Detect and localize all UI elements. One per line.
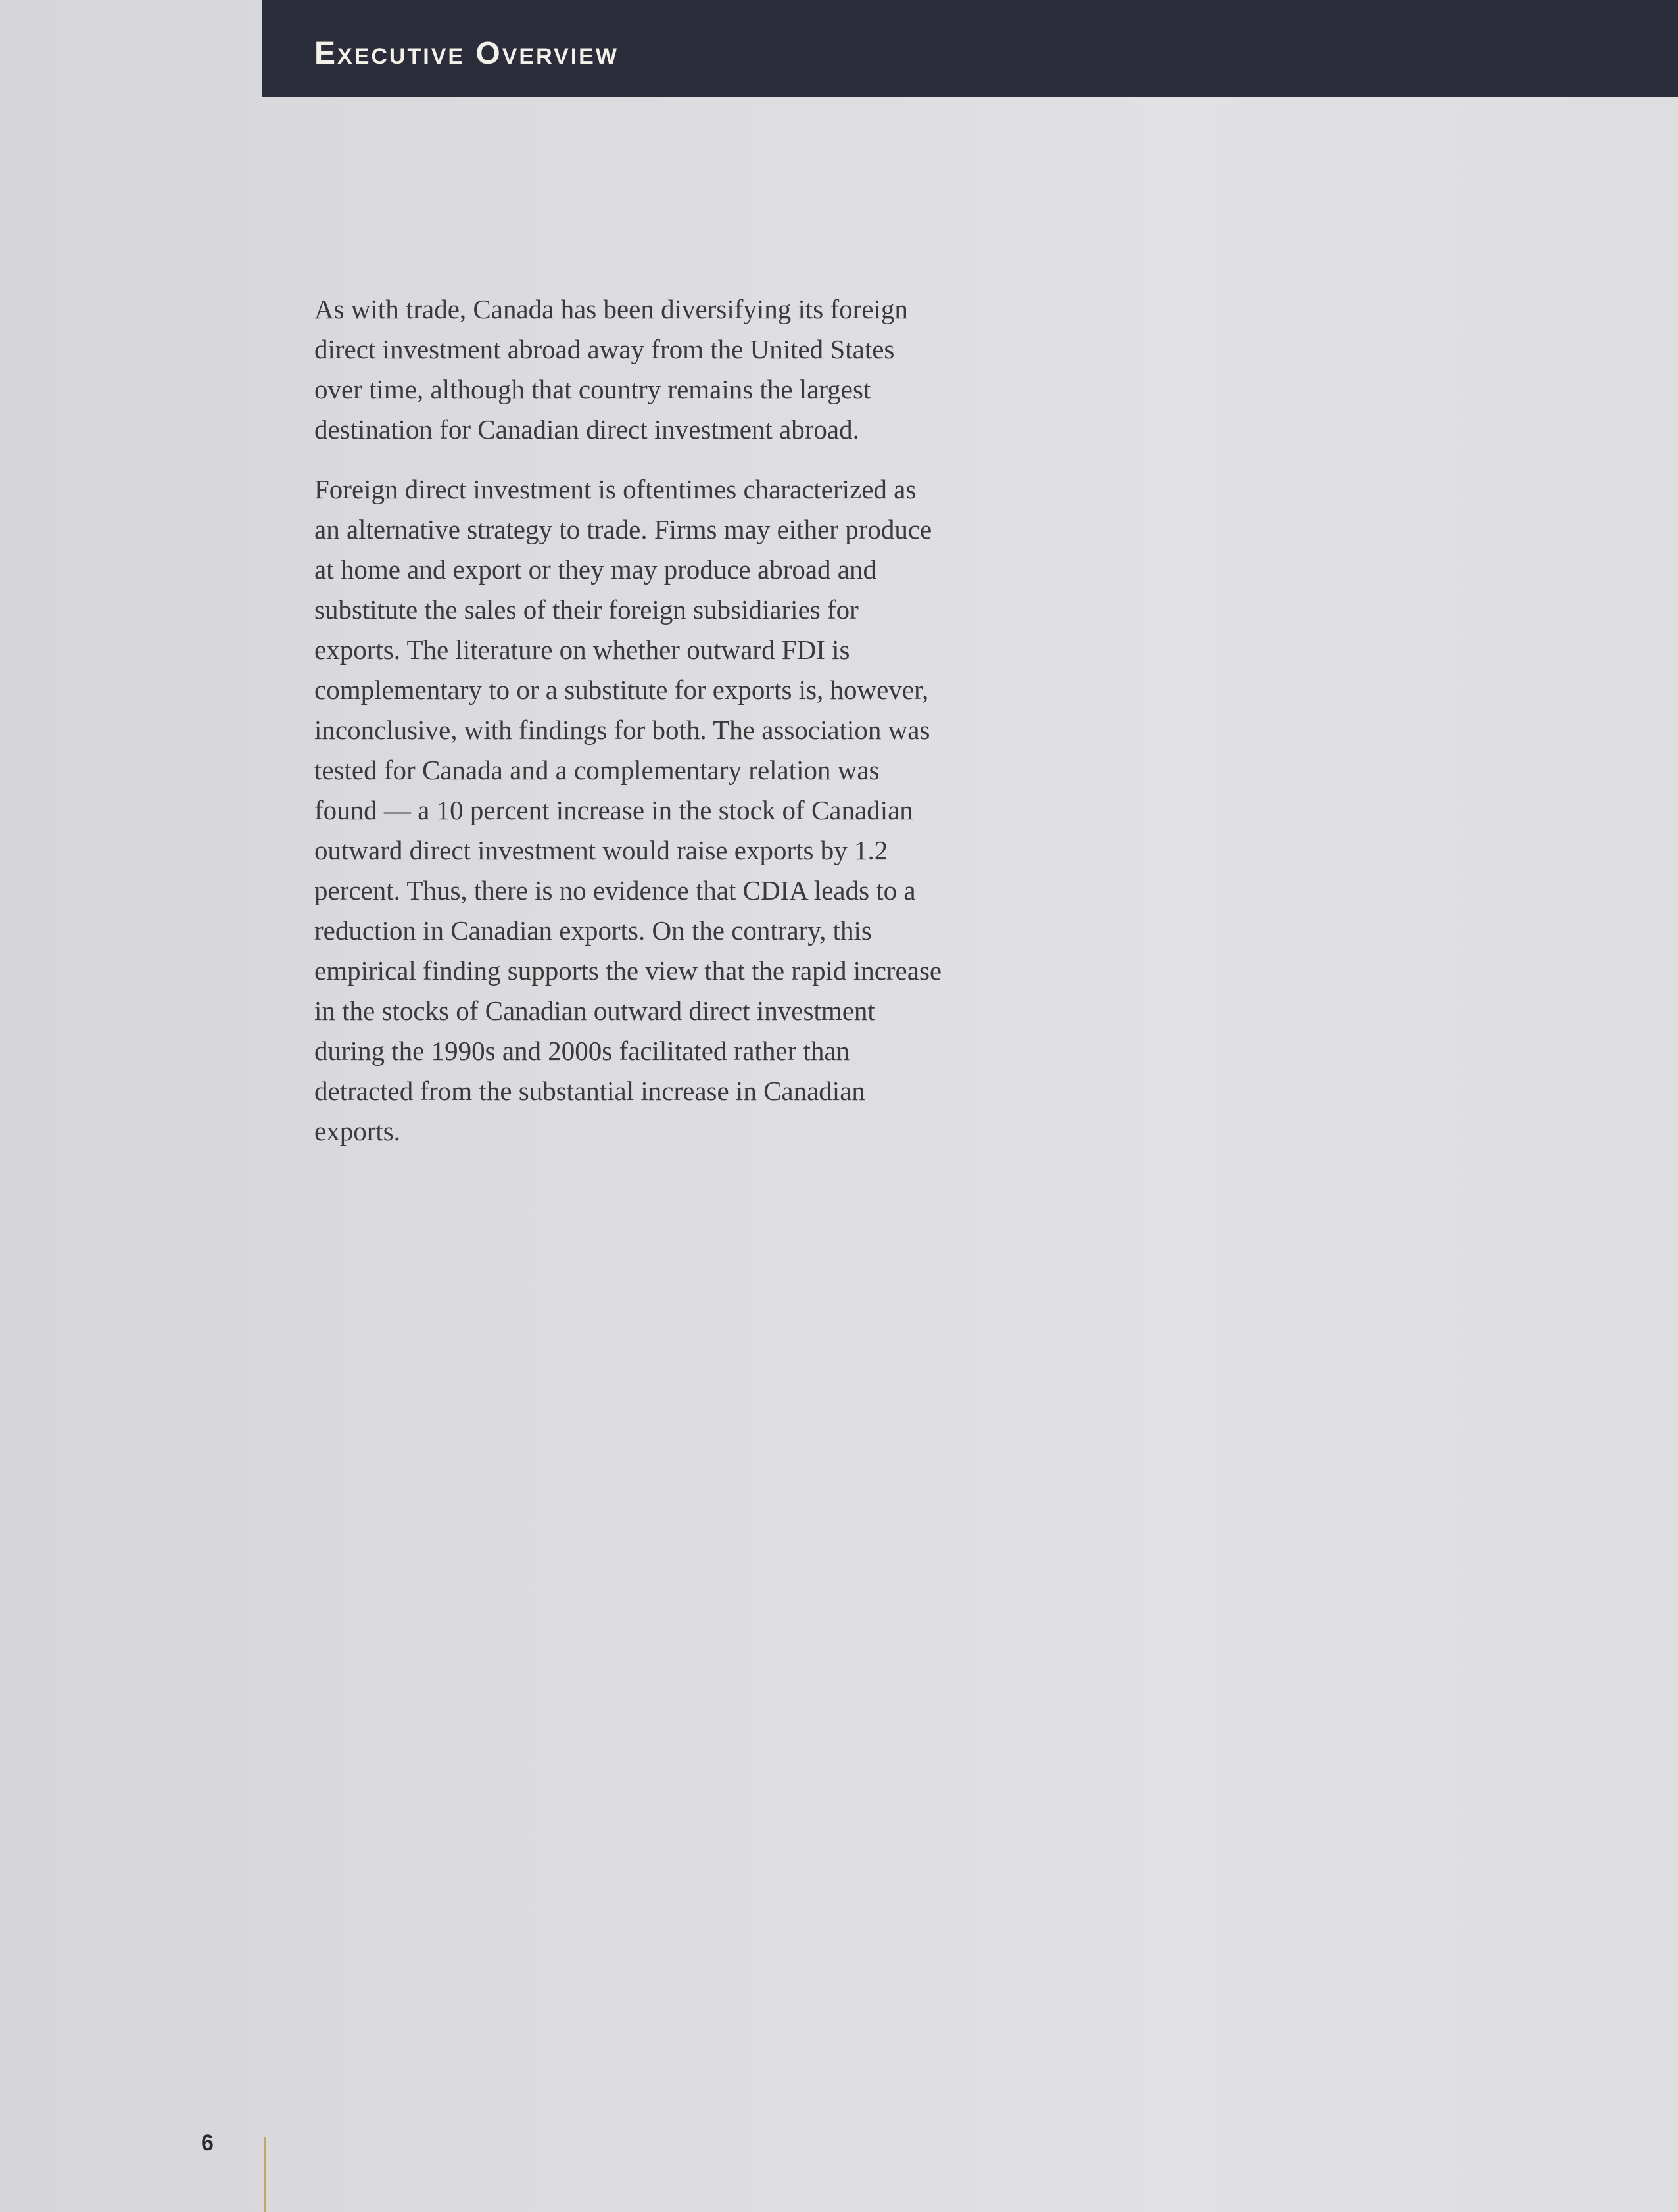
header-bar <box>262 0 1678 97</box>
section-title: Executive Overview <box>314 36 619 71</box>
paragraph-2: Foreign direct investment is oftentimes characterized as an alternative strategy to trade. Firms may either produce at home and export or they may produce abroad and substitute the sales of their foreign subsidiaries for exports. The literature on whether outward FDI is complementary to or a substitute for exports is, however, inconclusive, with findings for both. The association was tested for Canada and a complementary relation was found — a 10 percent increase in the stock of Canadian outward direct investment would raise exports by 1.2 percent. Thus, there is no evidence that CDIA leads to a reduction in Canadian exports. On the contrary, this empirical finding supports the view that the rapid increase in the stocks of Canadian outward direct investment during the 1990s and 2000s facilitated rather than detracted from the substantial increase in Canadian exports. <box>314 474 942 1146</box>
paragraph-1: As with trade, Canada has been diversifying its foreign direct investment abroad away from the United States over time, although that country remains the largest destination for Canadian direct investment abroad. <box>314 294 908 445</box>
page-number: 6 <box>201 2130 214 2155</box>
page-rule-divider <box>264 2137 266 2212</box>
body-text <box>314 289 946 1171</box>
